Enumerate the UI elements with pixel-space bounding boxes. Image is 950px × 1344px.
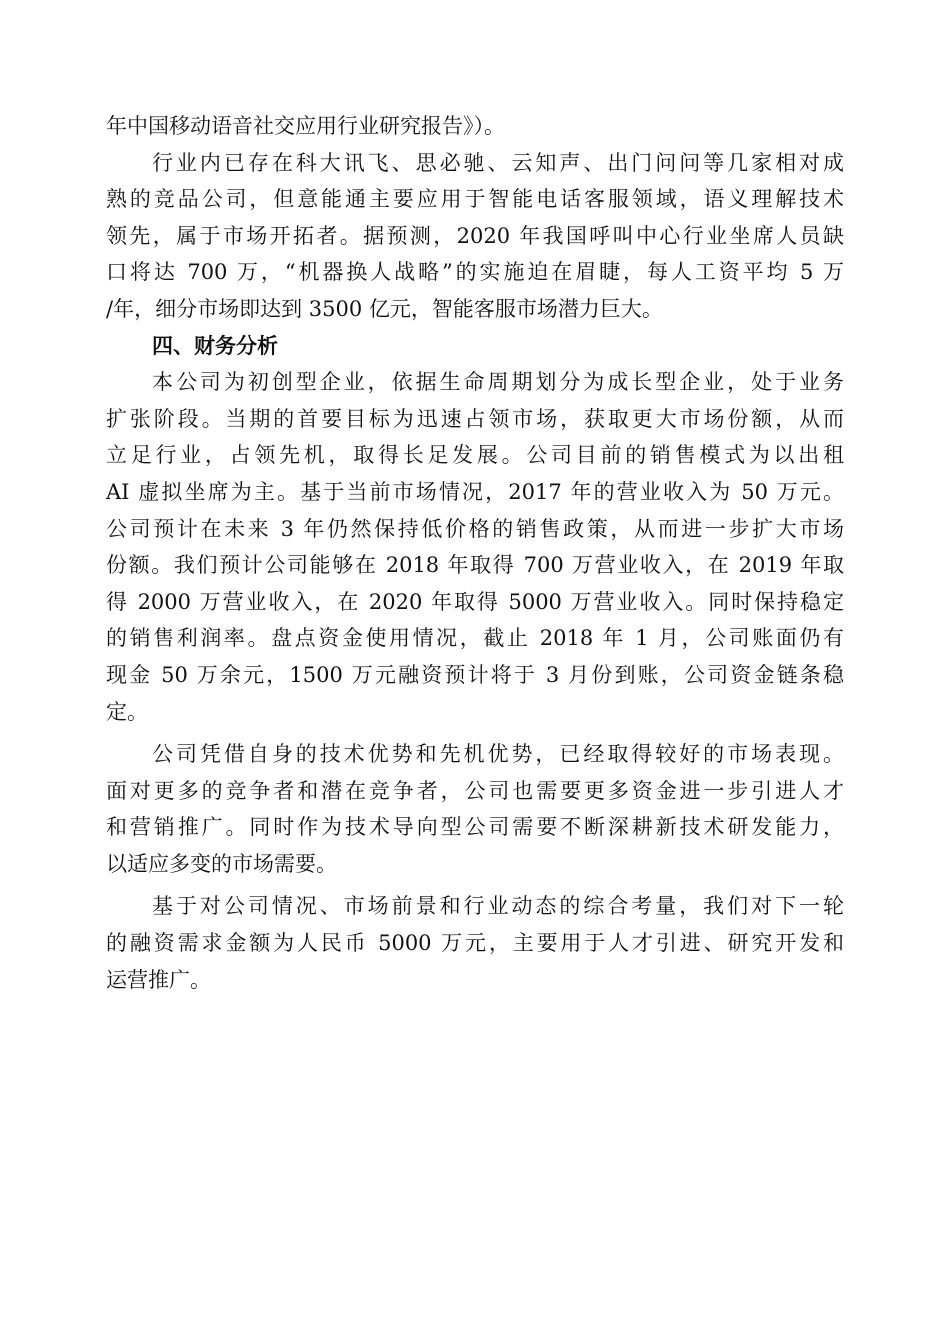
text-line: 基于对公司情况、市场前景和行业动态的综合考量，我们对下一轮 xyxy=(152,894,844,919)
document-body xyxy=(106,108,844,998)
text-line: 份额。我们预计公司能够在 2018 年取得 700 万营业收入，在 2019 年取 xyxy=(106,553,844,578)
text-line: 和营销推广。同时作为技术导向型公司需要不断深耕新技术研发能力， xyxy=(106,815,844,840)
text-line: 熟的竞品公司，但意能通主要应用于智能电话客服领域，语义理解技术 xyxy=(106,187,844,212)
text-line: 运营推广。 xyxy=(106,967,211,992)
text-line: 立足行业，占领先机，取得长足发展。公司目前的销售模式为以出租 xyxy=(106,443,844,468)
text-line: 领先，属于市场开拓者。据预测，2020 年我国呼叫中心行业坐席人员缺 xyxy=(106,223,844,248)
text-line: 得 2000 万营业收入，在 2020 年取得 5000 万营业收入。同时保持稳定 xyxy=(106,589,844,614)
section-heading: 四、财务分析 xyxy=(152,333,278,358)
text-line: 现金 50 万余元，1500 万元融资预计将于 3 月份到账，公司资金链条稳 xyxy=(106,662,844,687)
text-line: 口将达 700 万，“机器换人战略”的实施迫在眉睫，每人工资平均 5 万 xyxy=(106,260,844,285)
text-line: 面对更多的竞争者和潜在竞争者，公司也需要更多资金进一步引进人才 xyxy=(106,778,844,803)
text-line: 扩张阶段。当期的首要目标为迅速占领市场，获取更大市场份额，从而 xyxy=(106,406,844,431)
text-line: 公司预计在未来 3 年仍然保持低价格的销售政策，从而进一步扩大市场 xyxy=(106,516,844,541)
text-line: 行业内已存在科大讯飞、思必驰、云知声、出门问问等几家相对成 xyxy=(152,150,844,175)
text-line: 的销售利润率。盘点资金使用情况，截止 2018 年 1 月，公司账面仍有 xyxy=(106,626,844,651)
text-line: 公司凭借自身的技术优势和先机优势，已经取得较好的市场表现。 xyxy=(152,742,844,767)
text-line: 以适应多变的市场需要。 xyxy=(106,851,337,876)
text-line: 的融资需求金额为人民币 5000 万元，主要用于人才引进、研究开发和 xyxy=(106,931,844,956)
text-line: /年，细分市场即达到 3500 亿元，智能客服市场潜力巨大。 xyxy=(106,296,663,321)
text-line: 年中国移动语音社交应用行业研究报告》）。 xyxy=(106,114,505,138)
text-line: 定。 xyxy=(106,699,148,724)
text-line: AI 虚拟坐席为主。基于当前市场情况，2017 年的营业收入为 50 万元。 xyxy=(106,479,844,504)
text-line: 本公司为初创型企业，依据生命周期划分为成长型企业，处于业务 xyxy=(152,370,844,395)
